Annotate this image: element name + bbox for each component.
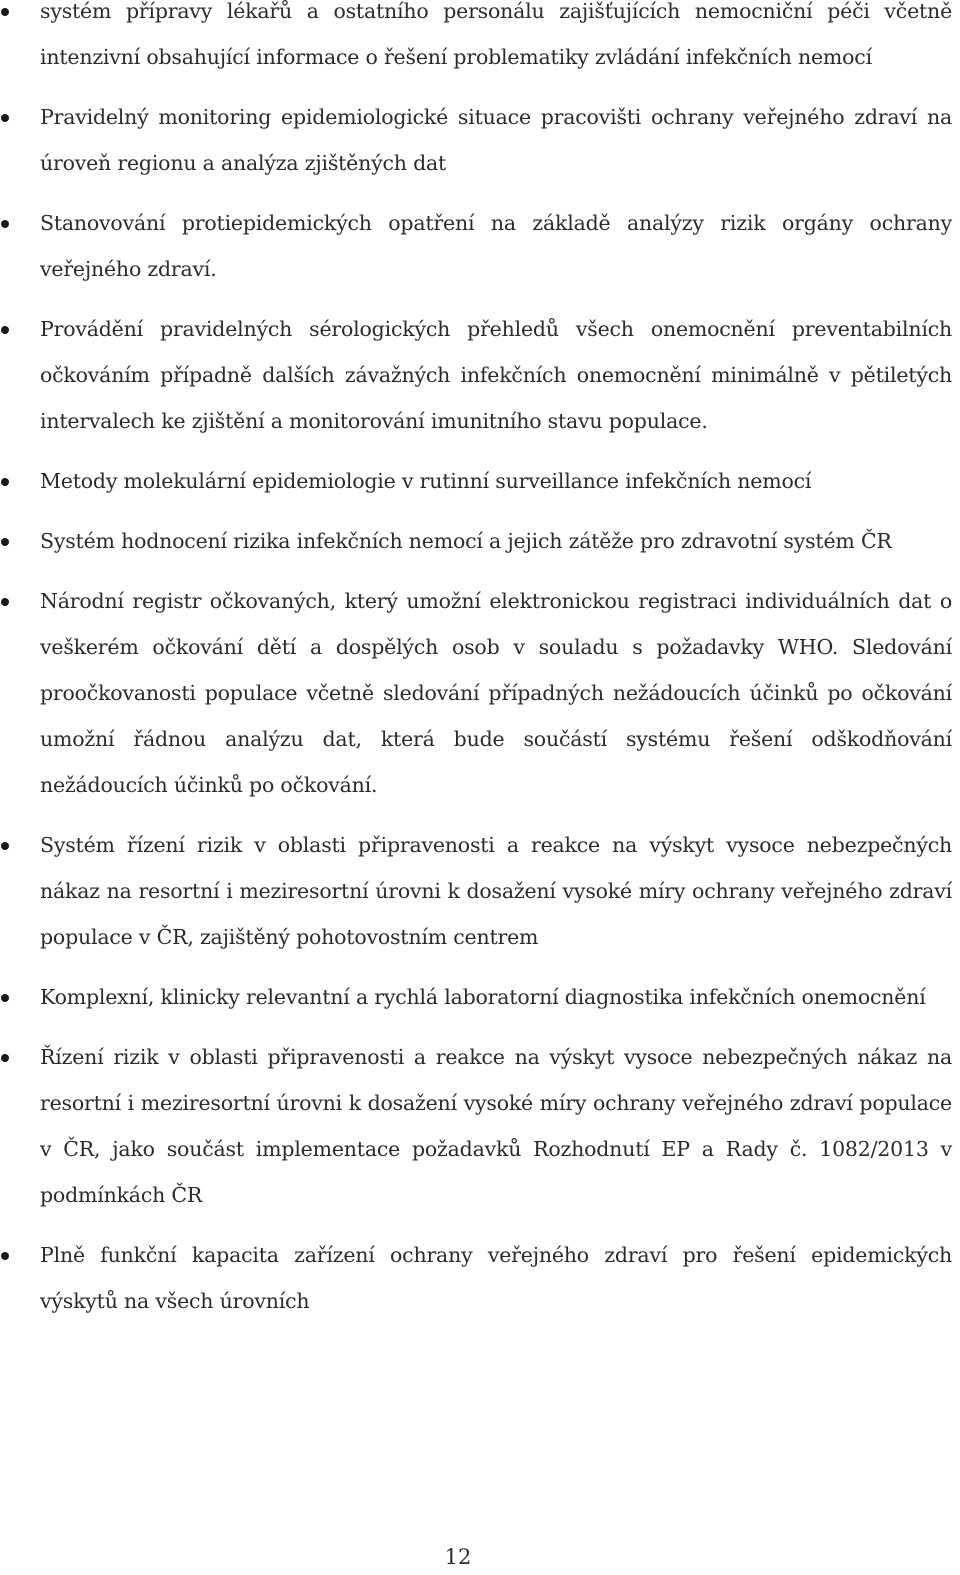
list-item bbox=[0, 458, 960, 504]
bullet-icon bbox=[1, 842, 9, 850]
list-item-text: Pravidelný monitoring epidemiologické situace pracovišti ochrany veřejného zdraví na úroveň regionu a analýza zjištěných dat bbox=[40, 105, 952, 175]
list-item-text: Metody molekulární epidemiologie v rutinní surveillance infekčních nemocí bbox=[40, 469, 812, 493]
bullet-icon bbox=[1, 598, 9, 606]
list-item-text: Komplexní, klinicky relevantní a rychlá laboratorní diagnostika infekčních onemocnění bbox=[40, 985, 926, 1009]
list-item bbox=[0, 0, 960, 80]
bullet-icon bbox=[1, 326, 9, 334]
list-item bbox=[0, 578, 960, 808]
bullet-icon bbox=[1, 478, 9, 486]
list-item-text: Plně funkční kapacita zařízení ochrany veřejného zdraví pro řešení epidemických výskytů na všech úrovních bbox=[40, 1243, 952, 1313]
bullet-icon bbox=[1, 1252, 9, 1260]
list-item bbox=[0, 974, 960, 1020]
bullet-icon bbox=[1, 538, 9, 546]
list-item bbox=[0, 306, 960, 444]
list-item-text: Stanovování protiepidemických opatření na základě analýzy rizik orgány ochrany veřejného zdraví. bbox=[40, 211, 952, 281]
list-item bbox=[0, 1232, 960, 1324]
list-item-text: systém přípravy lékařů a ostatního personálu zajišťujících nemocniční péči včetně intenzivní obsahující informace o řešení problematiky zvládání infekčních nemocí bbox=[40, 0, 952, 69]
bullet-icon bbox=[1, 220, 9, 228]
list-item bbox=[0, 518, 960, 564]
list-item-text: Národní registr očkovaných, který umožní elektronickou registraci individuálních dat o veškerém očkování dětí a dospělých osob v souladu s požadavky WHO. Sledování proočkovanosti populace včetně sledování případných nežádoucích účinků po očkování umožní řádnou analýzu dat, která bude součástí systému řešení odškodňování nežádoucích účinků po očkování. bbox=[40, 589, 952, 797]
list-item-text: Systém hodnocení rizika infekčních nemocí a jejich zátěže pro zdravotní systém ČR bbox=[40, 529, 892, 553]
list-item-text: Řízení rizik v oblasti připravenosti a reakce na výskyt vysoce nebezpečných nákaz na resortní i meziresortní úrovni k dosažení vysoké míry ochrany veřejného zdraví populace v ČR, jako součást implementace požadavků Rozhodnutí EP a Rady č. 1082/2013 v podmínkách ČR bbox=[40, 1045, 952, 1207]
list-item-text: Provádění pravidelných sérologických přehledů všech onemocnění preventabilních očkováním případně dalších závažných infekčních onemocnění minimálně v pětiletých intervalech ke zjištění a monitorování imunitního stavu populace. bbox=[40, 317, 952, 433]
page-number: 12 bbox=[444, 1545, 472, 1569]
bullet-icon bbox=[1, 114, 9, 122]
bullet-icon bbox=[1, 1054, 9, 1062]
list-item bbox=[0, 200, 960, 292]
list-item bbox=[0, 1034, 960, 1218]
bullet-icon bbox=[1, 994, 9, 1002]
list-item bbox=[0, 94, 960, 186]
list-item-text: Systém řízení rizik v oblasti připravenosti a reakce na výskyt vysoce nebezpečných nákaz na resortní i meziresortní úrovni k dosažení vysoké míry ochrany veřejného zdraví populace v ČR, zajištěný pohotovostním centrem bbox=[40, 833, 952, 949]
bullet-icon bbox=[1, 8, 9, 16]
list-item bbox=[0, 822, 960, 960]
